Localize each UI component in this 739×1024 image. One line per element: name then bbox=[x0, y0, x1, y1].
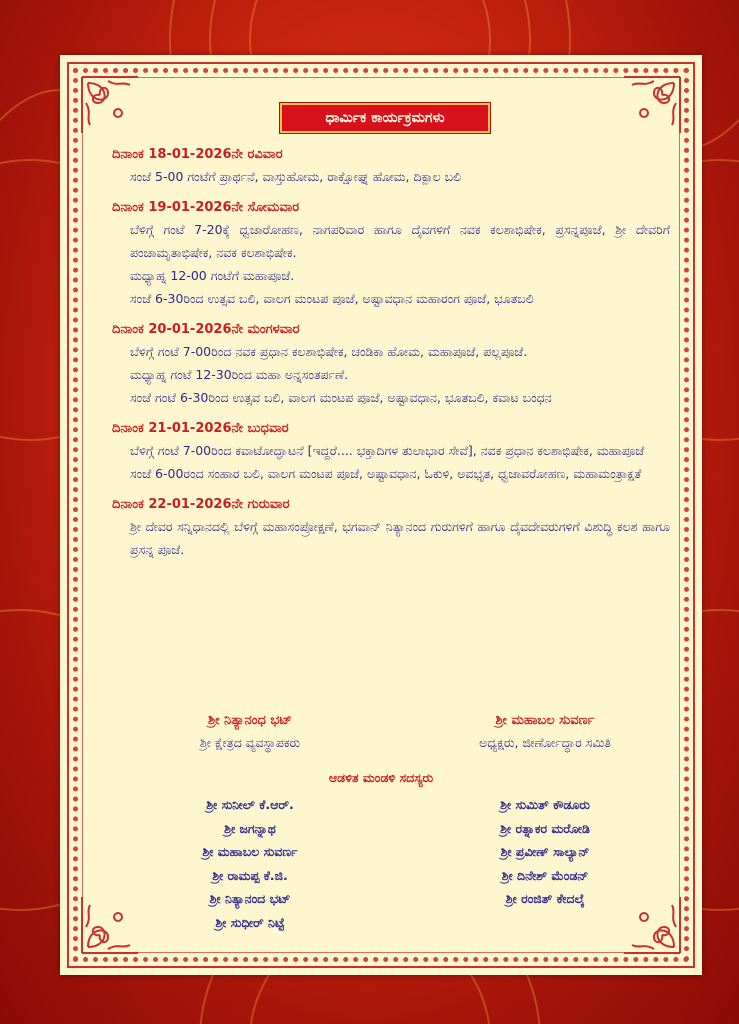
page-title: ಧಾರ್ಮಿಕ ಕಾರ್ಯಕ್ರಮಗಳು bbox=[280, 103, 490, 133]
member-name: ಶ್ರೀ ರಂಜಿತ್ ಕೇದಲ್ಕೆ bbox=[505, 891, 585, 906]
event-line: ಮಧ್ಯಾಹ್ನ 12-00 ಗಂಟೆಗೆ ಮಹಾಪೂಜೆ. bbox=[130, 268, 295, 283]
signatory-president bbox=[415, 710, 675, 754]
day-heading: ದಿನಾಂಕ 18-01-2026ನೇ ರವಿವಾರ bbox=[112, 147, 283, 162]
invitation-card bbox=[60, 55, 702, 975]
signatory-name: ಶ್ರೀ ಮಹಾಬಲ ಸುವರ್ಣ bbox=[495, 713, 595, 728]
event-line: ಬೆಳಿಗ್ಗೆ ಗಂಟೆ 7-00ರಿಂದ ನವಕ ಪ್ರಧಾನ ಕಲಶಾಭಿಷೇಕ, ಚಂಡಿಕಾ ಹೋಮ, ಮಹಾಪೂಜೆ, ಪಲ್ಲಪೂಜೆ. bbox=[130, 344, 528, 359]
signatory-manager bbox=[120, 710, 380, 754]
member-name: ಶ್ರೀ ಸುಧೀರ್ ನಿಟ್ಟೆ bbox=[215, 914, 285, 930]
committee-title: ಆಡಳಿತ ಮಂಡಳಿ ಸದಸ್ಯರು bbox=[328, 770, 434, 785]
day-heading: ದಿನಾಂಕ 22-01-2026ನೇ ಗುರುವಾರ bbox=[112, 497, 290, 512]
schedule bbox=[110, 145, 670, 571]
event-line: ಬೆಳಿಗ್ಗೆ ಗಂಟೆ 7-20ಕ್ಕೆ ಧ್ವಜಾರೋಹಣ, ನಾಗಪರಿವಾರ ಹಾಗೂ ದೈವಗಳಿಗೆ ನವಕ ಕಲಶಾಭಿಷೇಕ, ಪ್ರಸನ್ನಪೂಜೆ, ಶ್ರೀ ದೇವರಿಗೆ ಪಂಚಾಮೃತಾಭಿಷೇಕ, ನವಕ ಕಲಶಾಭಿಷೇಕ. bbox=[130, 222, 670, 260]
member-name: ಶ್ರೀ ಮಹಾಬಲ ಸುವರ್ಣ bbox=[202, 844, 298, 859]
signatory-role: ಅಧ್ಯಕ್ಷರು, ಜೀರ್ಣೋದ್ಧಾರ ಸಮಿತಿ bbox=[479, 735, 611, 750]
day-block bbox=[110, 198, 670, 310]
member-name: ಶ್ರೀ ನಿತ್ಯಾನಂದ ಭಟ್ bbox=[209, 891, 291, 906]
member-name: ಶ್ರೀ ಜಗನ್ನಾಥ bbox=[224, 820, 276, 836]
day-block bbox=[110, 495, 670, 561]
committee-members-left bbox=[135, 793, 365, 934]
event-line: ಸಂಜೆ 6-00ರಂದ ಸಂಹಾರ ಬಲಿ, ವಾಲಗ ಮಂಟಪ ಪೂಜೆ, ಅಷ್ಟಾವಧಾನ, ಓಕುಳಿ, ಅವಭೃತ, ಧ್ವಜಾವರೋಹಣ, ಮಹಾಮಂತ್ರಾಕ್ಷತೆ bbox=[130, 466, 642, 481]
event-line: ಶ್ರೀ ದೇವರ ಸನ್ನಿಧಾನದಲ್ಲಿ ಬೆಳಿಗ್ಗೆ ಮಹಾಸಂಪ್ರೋಕ್ಷಣೆ, ಭಗವಾನ್ ನಿತ್ಯಾನಂದ ಗುರುಗಳಿಗೆ ಹಾಗೂ ದೈವದೇವರುಗಳಿಗೆ ವಿಶುದ್ಧಿ ಕಲಶ ಹಾಗೂ ಪ್ರಸನ್ನ ಪೂಜೆ. bbox=[130, 519, 670, 557]
member-name: ಶ್ರೀ ರಾಮಪ್ಪ ಕೆ.ಜಿ. bbox=[212, 867, 288, 883]
signatory-role: ಶ್ರೀ ಕ್ಷೇತ್ರದ ವ್ಯವಸ್ಥಾಪಕರು bbox=[199, 735, 301, 750]
event-line: ಸಂಜೆ ಗಂಟೆ 6-30ರಿಂದ ಉತ್ಸವ ಬಲಿ, ವಾಲಗ ಮಂಟಪ ಪೂಜೆ, ಅಷ್ಟಾವಧಾನ, ಭೂತಬಲಿ, ಕವಾಟ ಬಂಧನ bbox=[130, 390, 552, 405]
day-heading: ದಿನಾಂಕ 20-01-2026ನೇ ಮಂಗಳವಾರ bbox=[112, 322, 300, 337]
event-line: ಸಂಜೆ 5-00 ಗಂಟೆಗೆ ಪ್ರಾರ್ಥನೆ, ವಾಸ್ತುಹೋಮ, ರಾಕ್ಷೋಘ್ನ ಹೋಮ, ದಿಕ್ಪಾಲ ಬಲಿ bbox=[130, 169, 462, 184]
day-block bbox=[110, 145, 670, 188]
committee-members-right bbox=[415, 793, 675, 911]
corner-ornament-icon bbox=[78, 73, 148, 143]
day-heading: ದಿನಾಂಕ 19-01-2026ನೇ ಸೋಮವಾರ bbox=[112, 200, 300, 215]
signatory-name: ಶ್ರೀ ನಿತ್ಯಾನಂಧ ಭಟ್ bbox=[208, 713, 292, 728]
event-line: ಬೆಳಿಗ್ಗೆ ಗಂಟೆ 7-00ರಿಂದ ಕವಾಟೋದ್ಘಾಟನೆ [ಇದ್ದರೆ.... ಭಕ್ತಾದಿಗಳ ತುಲಾಭಾರ ಸೇವೆ], ನವಕ ಪ್ರಧಾನ ಕಲಶಾಭಿಷೇಕ, ಮಹಾಪೂಜೆ bbox=[130, 443, 645, 458]
day-block bbox=[110, 419, 670, 485]
member-name: ಶ್ರೀ ರತ್ನಾಕರ ಮರೋಡಿ bbox=[500, 820, 590, 836]
corner-ornament-icon bbox=[614, 73, 684, 143]
member-name: ಶ್ರೀ ದಿನೇಶ್ ಮೆಂಡನ್ bbox=[501, 867, 589, 883]
day-heading: ದಿನಾಂಕ 21-01-2026ನೇ ಬುಧವಾರ bbox=[112, 421, 289, 436]
event-line: ಮಧ್ಯಾಹ್ನ ಗಂಟೆ 12-30ರಿಂದ ಮಹಾ ಅನ್ನಸಂತರ್ಪಣೆ. bbox=[130, 367, 349, 382]
member-name: ಶ್ರೀ ಸುಮಿತ್ ಕೌಡೂರು bbox=[500, 797, 590, 812]
event-line: ಸಂಜೆ 6-30ರಿಂದ ಉತ್ಸವ ಬಲಿ, ವಾಲಗ ಮಂಟಪ ಪೂಜೆ, ಅಷ್ಟಾವಧಾನ ಮಹಾರಂಗ ಪೂಜೆ, ಭೂತಬಲಿ bbox=[130, 291, 534, 306]
member-name: ಶ್ರೀ ಸುನೀಲ್ ಕೆ.ಆರ್. bbox=[206, 797, 294, 812]
day-block bbox=[110, 320, 670, 409]
member-name: ಶ್ರೀ ಪ್ರವೀಣ್ ಸಾಲ್ಯಾನ್ bbox=[500, 844, 590, 859]
